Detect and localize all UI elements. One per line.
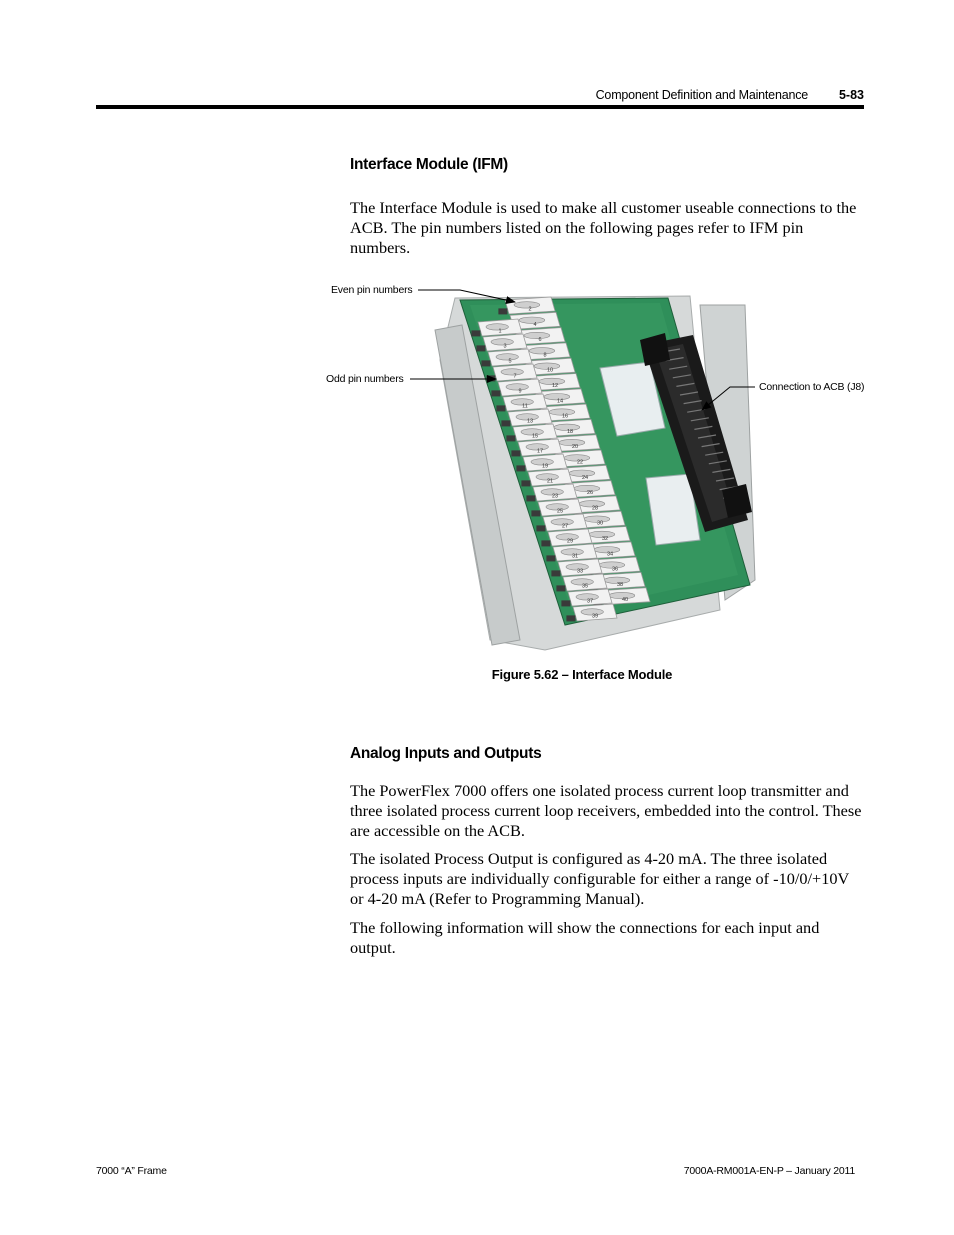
even-pin-label: 30 <box>596 520 604 527</box>
odd-pin-label: 5 <box>508 358 512 365</box>
even-pin-label: 4 <box>533 321 537 328</box>
odd-pin-label: 25 <box>556 508 564 515</box>
footer-left: 7000 “A” Frame <box>96 1165 167 1177</box>
even-pin-label: 32 <box>601 536 609 542</box>
even-pin-label: 6 <box>538 337 542 344</box>
odd-pin-label: 35 <box>581 583 589 590</box>
analog-paragraph-2: The isolated Process Output is configured as 4-20 mA. The three isolated process inputs are individually configurable for either a range of -10/0/+10V or 4-20 mA (Refer to Programming Manual). <box>350 849 849 908</box>
even-pin-label: 12 <box>551 383 559 389</box>
odd-pin-label: 29 <box>566 538 574 545</box>
even-pin-label: 36 <box>611 566 619 573</box>
even-pin-label: 16 <box>561 413 569 420</box>
odd-pin-label: 27 <box>561 523 569 530</box>
odd-pin-label: 19 <box>541 463 549 470</box>
section-heading-ifm: Interface Module (IFM) <box>350 156 508 173</box>
even-terminal-2 <box>498 297 555 314</box>
odd-pin-label: 33 <box>576 568 584 575</box>
even-pin-label: 18 <box>566 428 574 435</box>
odd-pin-label: 21 <box>546 478 554 485</box>
even-pin-label: 22 <box>576 459 584 466</box>
odd-pin-label: 23 <box>551 493 559 500</box>
even-pin-label: 10 <box>546 367 554 374</box>
analog-paragraph-1: The PowerFlex 7000 offers one isolated process current loop transmitter and three isolated process current loop receivers, embedded into the control. These are accessible on the ACB. <box>350 781 862 840</box>
odd-pin-label: 39 <box>591 613 599 620</box>
even-pin-label: 38 <box>616 581 624 588</box>
odd-pin-label: 17 <box>536 448 544 455</box>
even-pin-label: 8 <box>543 352 547 359</box>
even-pin-label: 40 <box>621 597 629 604</box>
ifm-description: The Interface Module is used to make all customer useable connections to the ACB. The pin numbers listed on the following pages refer to IFM pin numbers. <box>350 198 857 257</box>
even-pin-label: 34 <box>606 551 614 558</box>
even-pin-label: 28 <box>591 505 599 512</box>
footer-right: 7000A-RM001A-EN-P – January 2011 <box>683 1165 855 1177</box>
odd-pin-label: 15 <box>531 433 539 440</box>
even-pin-label: 20 <box>571 444 579 451</box>
callout-even-pins: Even pin numbers <box>331 284 413 296</box>
odd-pin-label: 31 <box>571 553 579 560</box>
odd-pin-label: 1 <box>498 328 502 335</box>
odd-pin-label: 3 <box>503 343 507 350</box>
header-section-title: Component Definition and Maintenance <box>595 88 808 102</box>
callout-connection: Connection to ACB (J8) <box>759 381 865 393</box>
odd-pin-label: 37 <box>586 598 594 605</box>
odd-pin-label: 11 <box>522 403 528 410</box>
odd-pin-label: 7 <box>513 373 517 380</box>
odd-pin-label: 13 <box>526 418 534 425</box>
analog-paragraph-3: The following information will show the connections for each input and output. <box>350 918 820 957</box>
even-pin-label: 24 <box>581 474 589 481</box>
even-pin-label: 14 <box>556 398 564 405</box>
callout-odd-pins: Odd pin numbers <box>326 373 404 385</box>
header-page-number: 5-83 <box>838 88 864 102</box>
even-pin-label: 2 <box>528 306 532 313</box>
figure-caption: Figure 5.62 – Interface Module <box>491 667 673 682</box>
section-heading-analog: Analog Inputs and Outputs <box>350 745 542 762</box>
odd-pin-label: 9 <box>518 388 522 395</box>
even-pin-label: 26 <box>586 490 594 497</box>
